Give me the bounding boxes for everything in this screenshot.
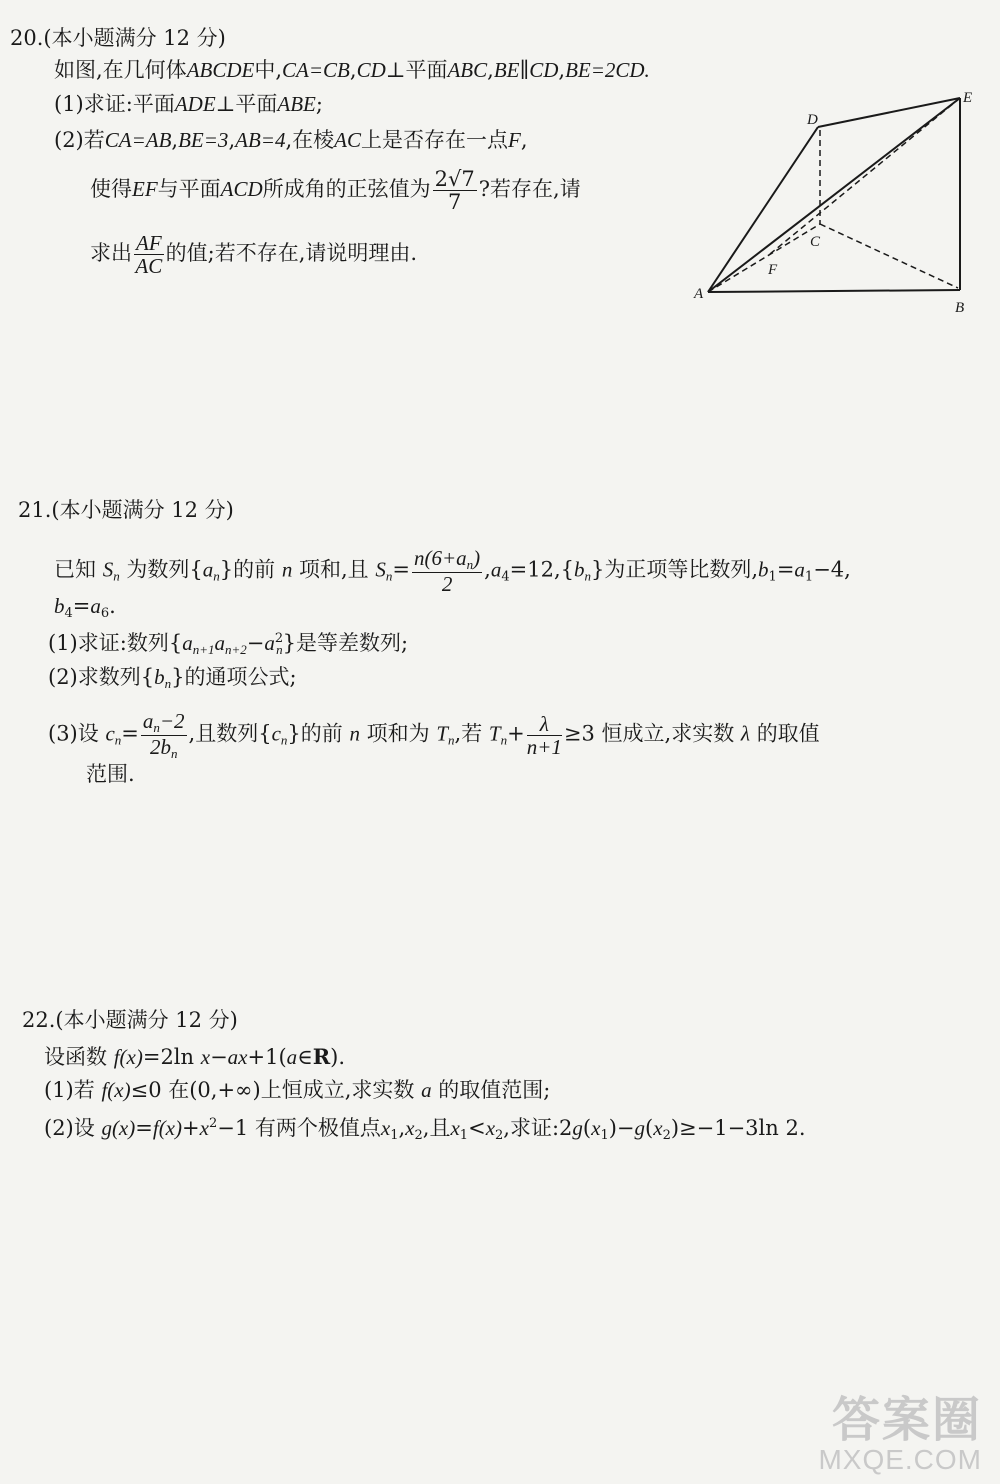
sine-value-fraction: $\frac{2√7}{7}$ [434, 167, 475, 215]
vertex-label-e: E [963, 90, 973, 106]
watermark-logo-text: 答案圈 [831, 1394, 982, 1448]
edge-AE [708, 98, 960, 292]
q21-part1: (1)求证:数列$\{a_{n+1}a_{n+2}-a^2_n\}$是等差数列; [48, 631, 409, 657]
vertex-label-d: D [807, 112, 818, 128]
edge-AB [708, 290, 960, 292]
vertex-label-c: C [810, 234, 821, 250]
q21-given: 已知 $S_n$ 为数列$\{a_n\}$的前 n 项和,且 $S_n=$ $\frac{n(6+a_n)}{2}$ $,a_4=12,\{b_n\}$为正项等比数列$,b_1=a_1-4$, [54, 546, 851, 596]
q21-header: 21.(本小题满分 12 分) [18, 498, 234, 522]
q20-part2-line3: 求出 $\frac{AF}{AC}$ 的值;若不存在,请说明理由. [90, 231, 418, 279]
edge-DE [818, 98, 960, 127]
af-ac-fraction: $\frac{AF}{AC}$ [135, 231, 163, 279]
watermark-url: MXQE.COM [818, 1444, 982, 1476]
vertex-label-b: B [955, 300, 965, 316]
q21-part2: (2)求数列$\{b_n\}$的通项公式; [48, 665, 297, 691]
edge-CB [820, 224, 958, 288]
q20-intro: 如图,在几何体ABCDE中,CA=CB,CD⊥平面ABC,BE∥CD,BE=2CD. [54, 58, 650, 82]
q20-part2: (2)若CA=AB,BE=3,AB=4,在棱AC上是否存在一点F, [54, 128, 528, 152]
q22-part2: (2)设 $g(x)=f(x)+x^2-1$ 有两个极值点$x_1,x_2$,且$x_1<x_2$,求证$:2g(x_1)-g(x_2)\ge-1-3\ln$ 2. [44, 1116, 806, 1143]
q20-header: 20.(本小题满分 12 分) [10, 26, 226, 50]
q22-header: 22.(本小题满分 12 分) [22, 1008, 238, 1032]
lambda-fraction: $\frac{\lambda}{n+1}$ [526, 711, 562, 759]
watermark [818, 1394, 982, 1476]
vertex-label-a: A [694, 286, 704, 302]
edge-AC [708, 224, 820, 292]
q21-given-line2: $b_4=a_6$. [54, 594, 116, 621]
geometry-figure [690, 82, 990, 322]
q20-part1: (1)求证:平面ADE⊥平面ABE; [54, 92, 323, 116]
edge-AD [708, 127, 818, 292]
q22-given: 设函数 f(x)=2ln x−ax+1(a∈R). [44, 1044, 346, 1069]
edge-EF [770, 98, 960, 254]
q21-part3-line2: 范围. [86, 762, 135, 786]
cn-fraction: $\frac{a_n-2}{2b_n}$ [142, 709, 185, 761]
q22-part1: (1)若 f(x)≤0 在(0,+∞)上恒成立,求实数 a 的取值范围; [44, 1078, 551, 1102]
q21-part3: (3)设 $c_n=$ $\frac{a_n-2}{2b_n}$ ,且数列$\{c_n\}$的前 n 项和为 $T_n$,若 $T_n+$ $\frac{\lambda}{n+1}$ ≥3 恒成立,求实数 λ 的取值 [48, 709, 820, 761]
point-label-f: F [768, 262, 778, 278]
q20-part2-line2: 使得EF与平面ACD所成角的正弦值为 $\frac{2√7}{7}$ ?若存在,请 [90, 167, 581, 215]
sn-fraction: $\frac{n(6+a_n)}{2}$ [413, 546, 481, 596]
